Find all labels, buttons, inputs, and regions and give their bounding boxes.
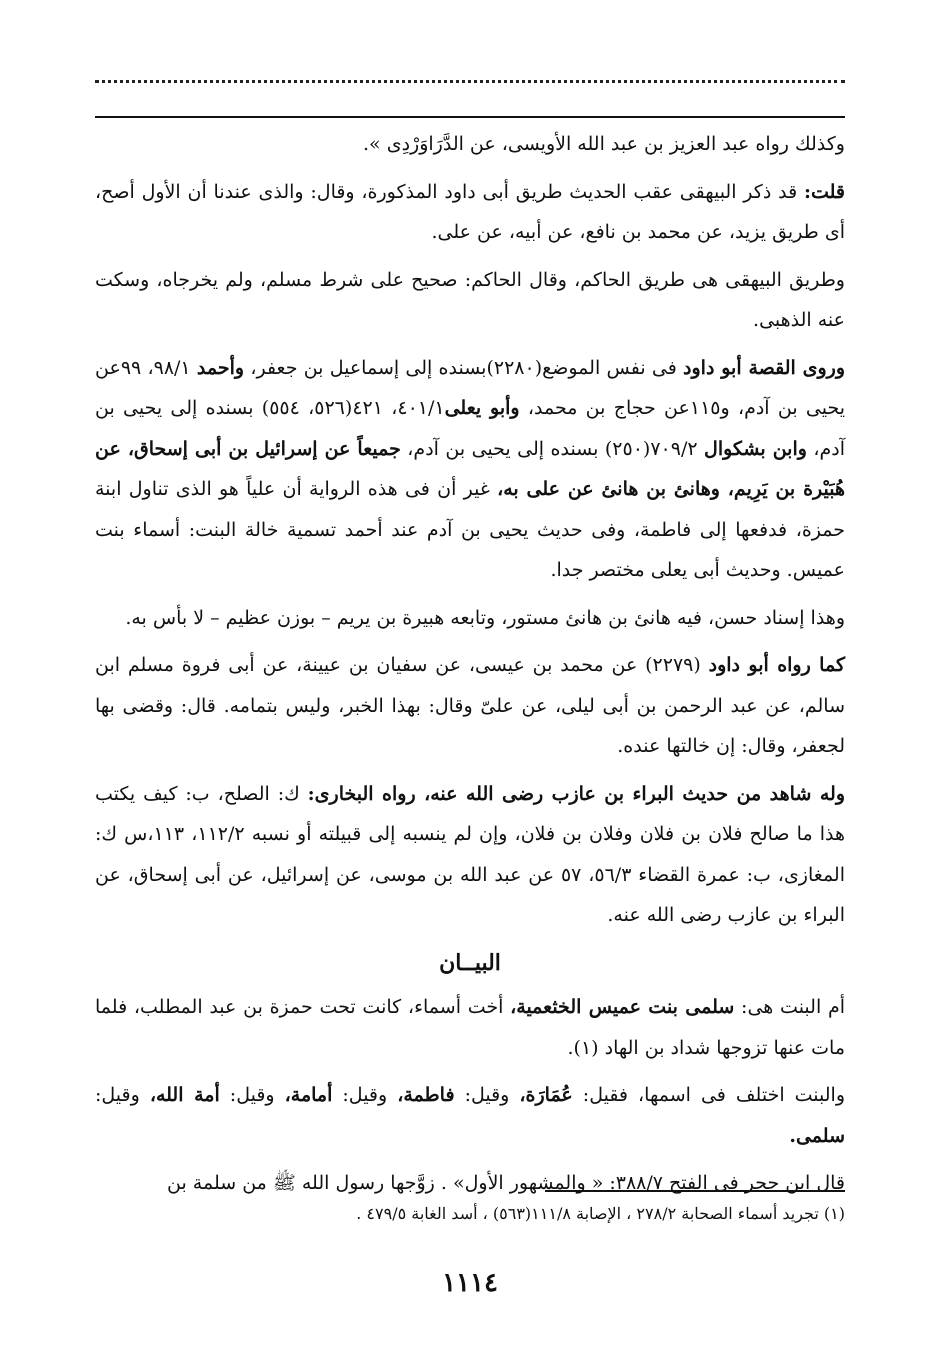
top-rule — [95, 116, 845, 118]
paragraph-9-bold-4: أمة الله، — [149, 1084, 220, 1106]
paragraph-7-lead: وله شاهد من حديث البراء بن عازب رضى الله عنه، رواه البخارى: — [307, 782, 845, 805]
paragraph-6-lead: كما رواه أبو داود — [708, 654, 845, 676]
paragraph-4-bold-2: وأحمد — [196, 356, 245, 379]
paragraph-4-text-3: ٤٠١/١، ٤٢١(٥٢٦، ٥٥٤) بسنده إلى يحيى بن آدم، — [95, 397, 845, 460]
paragraph-8 — [95, 987, 845, 1068]
page-number: ١١١٤ — [442, 1268, 498, 1298]
paragraph-2-text: قد ذكر البيهقى عقب الحديث طريق أبى داود المذكورة، وقال: والذى عندنا أن الأول أصح، أى طريق يزيد، عن محمد بن نافع، عن أبيه، عن على. — [95, 180, 845, 243]
paragraph-7-text: ك: الصلح، ب: كيف يكتب هذا ما صالح فلان بن فلان وفلان بن فلان، وإن لم ينسبه إلى قبيلته أو نسبه ١١٢/٢، ١١٣،س ك: المغازى، ب: عمرة القضاء ٥٦/٣، ٥٧ عن عبد الله بن موسى، عن إسرائيل، عن أبى إسحاق، عن البراء بن عازب رضى الله عنه. — [95, 782, 846, 926]
paragraph-9-text-3: وقيل: — [332, 1084, 398, 1106]
paragraph-4-bold-5: جميعاً عن إسرائيل بن أبى إسحاق، عن هُبَيْرة بن يَرِيم، وهانئ بن هانئ عن على به، — [95, 437, 845, 500]
paragraph-8-text-2: أخت أسماء، كانت تحت حمزة بن عبد المطلب، فلما مات عنها تزوجها شداد بن الهاد (١). — [95, 996, 845, 1059]
paragraph-9-text-2: وقيل: — [454, 1084, 520, 1106]
paragraph-2-lead: قلت: — [803, 180, 845, 203]
paragraph-9-text-4: وقيل: — [219, 1084, 285, 1106]
paragraph-8-bold-1: سلمى بنت عميس الخثعمية، — [510, 996, 735, 1018]
paragraph-9-text-1: والبنت اختلف فى اسمها، فقيل: — [572, 1084, 846, 1106]
paragraph-2 — [95, 172, 845, 253]
paragraph-5-text: وهذا إسناد حسن، فيه هانئ بن هانئ مستور، وتابعه هبيرة بن يريم – بوزن عظيم – لا بأس به. — [125, 606, 845, 629]
paragraph-4-bold-4: وابن بشكوال — [704, 437, 807, 460]
paragraph-3 — [95, 260, 845, 341]
paragraph-9-bold-1: عُمَارَة، — [519, 1084, 573, 1106]
paragraph-1 — [95, 124, 845, 165]
paragraph-10-text: قال ابن حجر فى الفتح ٣٨٨/٧: « والمشهور الأول» . زوَّجها رسول الله ﷺ من سلمة بن — [166, 1172, 845, 1194]
paragraph-4-bold-3: وأبو يعلى — [444, 397, 520, 419]
paragraph-4-bold-1: وروى القصة أبو داود — [683, 356, 846, 379]
paragraph-3-text: وطريق البيهقى هى طريق الحاكم، وقال الحاكم: صحيح على شرط مسلم، ولم يخرجاه، وسكت عنه الذهبى. — [95, 268, 845, 331]
paragraph-6 — [95, 645, 845, 767]
paragraph-4-text-1: فى نفس الموضع(٢٢٨٠)بسنده إلى إسماعيل بن جعفر، — [244, 356, 684, 379]
book-page — [95, 0, 845, 1370]
paragraph-1-text: وكذلك رواه عبد العزيز بن عبد الله الأويسى، عن الدَّرَاوَرْدِى ». — [363, 133, 845, 155]
footnote: (١) تجريد أسماء الصحابة ٢٧٨/٢ ، الإصابة ١١١/٨(٥٦٣) ، أسد الغابة ٤٧٩/٥ . — [356, 1204, 845, 1223]
paragraph-8-text-1: أم البنت هى: — [734, 996, 845, 1018]
paragraph-9-bold-2: فاطمة، — [397, 1084, 455, 1106]
paragraph-7 — [95, 774, 845, 936]
paragraph-10 — [95, 1163, 845, 1204]
paragraph-6-text: (٢٢٧٩) عن محمد بن عيسى، عن سفيان بن عيينة، عن أبى فروة مسلم ابن سالم، عن عبد الرحمن بن أبى ليلى، عن علىّ وقال: بهذا الخبر، وليس بتمامه. قال: وقضى بها لجعفر، وقال: إن خالتها عنده. — [95, 654, 845, 757]
paragraph-5 — [95, 598, 845, 639]
paragraph-9-bold-3: أمامة، — [284, 1084, 333, 1106]
dotted-separator — [95, 80, 845, 93]
paragraph-4-text-2: ٩٨/١، ٩٩عن يحيى بن آدم، و١١٥عن حجاج بن محمد، — [95, 356, 846, 419]
section-heading: البيــان — [439, 949, 501, 976]
footnote-rule — [545, 1190, 845, 1192]
paragraph-4-text-5: غير أن فى هذه الرواية أن علياً هو الذى تناول ابنة حمزة، فدفعها إلى فاطمة، وفى حديث يحيى بن آدم عند أحمد تسمية خالة البنت: أسماء بنت عميس. وحديث أبى يعلى مختصر جدا. — [95, 478, 845, 581]
main-text — [95, 124, 845, 1211]
paragraph-4 — [95, 348, 845, 591]
paragraph-4-text-4: ٧٠٩/٢(٢٥٠) بسنده إلى يحيى بن آدم، — [400, 437, 705, 460]
paragraph-9-text-5: وقيل: — [95, 1084, 150, 1106]
paragraph-9 — [95, 1075, 845, 1156]
paragraph-9-bold-5: سلمى. — [789, 1124, 845, 1147]
